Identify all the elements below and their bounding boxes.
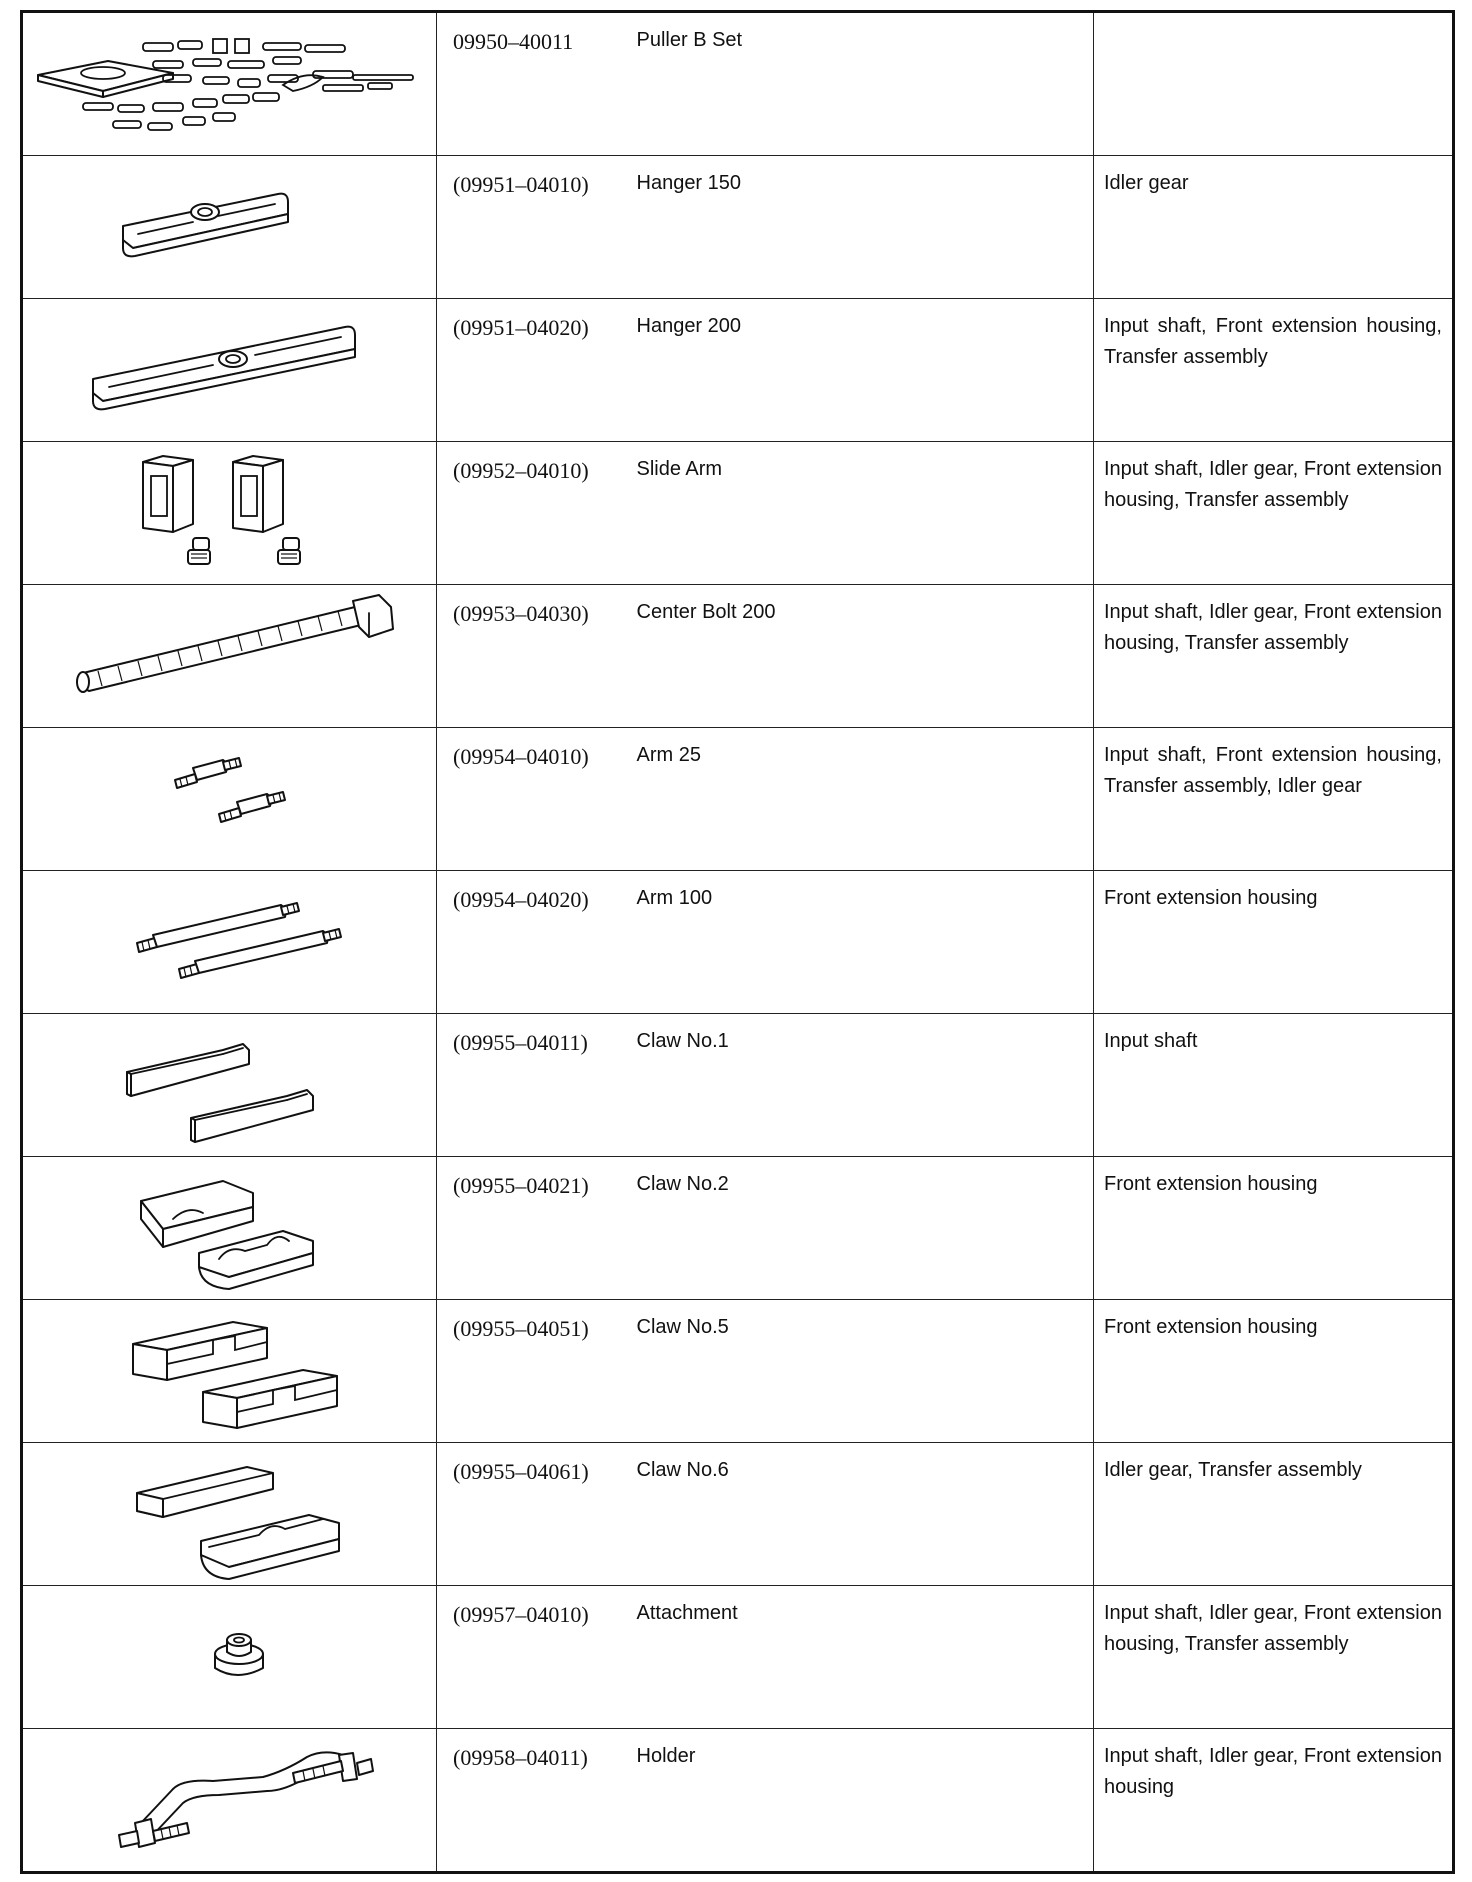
usage-note: Input shaft, Idler gear, Front extension housing xyxy=(1104,1745,1442,1798)
tool-name-cell xyxy=(617,299,1094,442)
tool-illustration-cell xyxy=(22,442,437,585)
tool-illustration-cell xyxy=(22,1014,437,1157)
usage-note: Input shaft, Front extension housing, Transfer assembly xyxy=(1104,315,1442,368)
tool-row xyxy=(22,1300,1454,1443)
tool-row xyxy=(22,1443,1454,1586)
claw-2-illustration xyxy=(23,1157,438,1299)
tool-row xyxy=(22,1014,1454,1157)
usage-note-cell xyxy=(1094,156,1454,299)
usage-note-cell xyxy=(1094,1157,1454,1300)
usage-note: Idler gear xyxy=(1104,172,1189,194)
tool-row xyxy=(22,871,1454,1014)
part-number: (09951–04010) xyxy=(453,172,589,197)
tool-row xyxy=(22,1157,1454,1300)
tool-name-cell xyxy=(617,156,1094,299)
usage-note-cell xyxy=(1094,1300,1454,1443)
usage-note-cell xyxy=(1094,585,1454,728)
usage-note: Idler gear, Transfer assembly xyxy=(1104,1459,1362,1481)
claw-1-illustration xyxy=(23,1014,438,1156)
usage-note-cell xyxy=(1094,1443,1454,1586)
part-number: (09953–04030) xyxy=(453,601,589,626)
part-number: (09955–04061) xyxy=(453,1459,589,1484)
slide-arm-illustration xyxy=(23,442,438,584)
tool-name: Slide Arm xyxy=(636,458,723,480)
center-bolt-illustration xyxy=(23,585,438,727)
tool-row xyxy=(22,12,1454,156)
attachment-illustration xyxy=(23,1586,438,1728)
usage-note-cell xyxy=(1094,871,1454,1014)
part-number: (09955–04051) xyxy=(453,1316,589,1341)
tool-name-cell xyxy=(617,1014,1094,1157)
tool-row xyxy=(22,1586,1454,1729)
part-number-cell xyxy=(437,299,617,442)
usage-note: Input shaft, Idler gear, Front extension housing, Transfer assembly xyxy=(1104,458,1442,511)
part-number: (09957–04010) xyxy=(453,1602,589,1627)
usage-note: Input shaft xyxy=(1104,1030,1198,1052)
part-number: 09950–40011 xyxy=(453,29,574,54)
tool-illustration-cell xyxy=(22,156,437,299)
tool-row xyxy=(22,1729,1454,1873)
part-number: (09958–04011) xyxy=(453,1745,588,1770)
tool-illustration-cell xyxy=(22,1300,437,1443)
claw-6-illustration xyxy=(23,1443,438,1585)
part-number-cell xyxy=(437,1157,617,1300)
part-number: (09955–04011) xyxy=(453,1030,588,1055)
part-number-cell xyxy=(437,12,617,156)
part-number-cell xyxy=(437,871,617,1014)
part-number-cell xyxy=(437,1586,617,1729)
part-number-cell xyxy=(437,442,617,585)
usage-note: Input shaft, Front extension housing, Transfer assembly, Idler gear xyxy=(1104,744,1442,797)
tool-name: Holder xyxy=(636,1745,696,1767)
tool-name-cell xyxy=(617,1586,1094,1729)
part-number-cell xyxy=(437,1014,617,1157)
part-number: (09955–04021) xyxy=(453,1173,589,1198)
tool-name: Arm 25 xyxy=(636,744,701,766)
tool-illustration-cell xyxy=(22,585,437,728)
part-number-cell xyxy=(437,585,617,728)
arm-25-illustration xyxy=(23,728,438,870)
usage-note-cell xyxy=(1094,299,1454,442)
tool-name: Center Bolt 200 xyxy=(636,601,776,623)
tool-illustration-cell xyxy=(22,1443,437,1586)
tool-name-cell xyxy=(617,442,1094,585)
tool-name-cell xyxy=(617,871,1094,1014)
usage-note: Input shaft, Idler gear, Front extension housing, Transfer assembly xyxy=(1104,1602,1442,1655)
usage-note-cell xyxy=(1094,442,1454,585)
part-number-cell xyxy=(437,1300,617,1443)
tool-name: Claw No.6 xyxy=(636,1459,729,1481)
part-number: (09954–04020) xyxy=(453,887,589,912)
tool-illustration-cell xyxy=(22,1157,437,1300)
tool-row xyxy=(22,728,1454,871)
usage-note: Front extension housing xyxy=(1104,1316,1318,1338)
tool-name: Hanger 150 xyxy=(636,172,742,194)
tool-name-cell xyxy=(617,585,1094,728)
usage-note-cell xyxy=(1094,12,1454,156)
usage-note: Front extension housing xyxy=(1104,887,1318,909)
part-number: (09952–04010) xyxy=(453,458,589,483)
part-number-cell xyxy=(437,1729,617,1873)
tool-name-cell xyxy=(617,1300,1094,1443)
usage-note-cell xyxy=(1094,1729,1454,1873)
tool-name-cell xyxy=(617,1729,1094,1873)
usage-note-cell xyxy=(1094,728,1454,871)
tool-name-cell xyxy=(617,12,1094,156)
tool-name: Puller B Set xyxy=(636,29,743,51)
tool-name: Claw No.5 xyxy=(636,1316,729,1338)
tool-name: Attachment xyxy=(636,1602,738,1624)
tool-row xyxy=(22,585,1454,728)
arm-100-illustration xyxy=(23,871,438,1013)
hanger-200-illustration xyxy=(23,299,438,441)
tool-name-cell xyxy=(617,1443,1094,1586)
tool-illustration-cell xyxy=(22,871,437,1014)
tool-illustration-cell xyxy=(22,1586,437,1729)
part-number-cell xyxy=(437,156,617,299)
tool-name-cell xyxy=(617,728,1094,871)
usage-note-cell xyxy=(1094,1586,1454,1729)
tool-row xyxy=(22,156,1454,299)
tool-row xyxy=(22,442,1454,585)
tool-illustration-cell xyxy=(22,299,437,442)
claw-5-illustration xyxy=(23,1300,438,1442)
special-tool-table xyxy=(20,10,1455,1874)
holder-illustration xyxy=(23,1729,438,1871)
tool-name: Arm 100 xyxy=(636,887,713,909)
tool-name: Hanger 200 xyxy=(636,315,742,337)
tool-name: Claw No.2 xyxy=(636,1173,729,1195)
part-number-cell xyxy=(437,728,617,871)
part-number: (09951–04020) xyxy=(453,315,589,340)
usage-note-cell xyxy=(1094,1014,1454,1157)
hanger-150-illustration xyxy=(23,156,438,298)
tool-name: Claw No.1 xyxy=(636,1030,729,1052)
tool-illustration-cell xyxy=(22,12,437,156)
usage-note: Front extension housing xyxy=(1104,1173,1318,1195)
puller-set-illustration xyxy=(23,13,438,155)
usage-note xyxy=(1094,13,1452,25)
part-number: (09954–04010) xyxy=(453,744,589,769)
tool-row xyxy=(22,299,1454,442)
tool-name-cell xyxy=(617,1157,1094,1300)
part-number-cell xyxy=(437,1443,617,1586)
tool-illustration-cell xyxy=(22,728,437,871)
tool-illustration-cell xyxy=(22,1729,437,1873)
usage-note: Input shaft, Idler gear, Front extension housing, Transfer assembly xyxy=(1104,601,1442,654)
